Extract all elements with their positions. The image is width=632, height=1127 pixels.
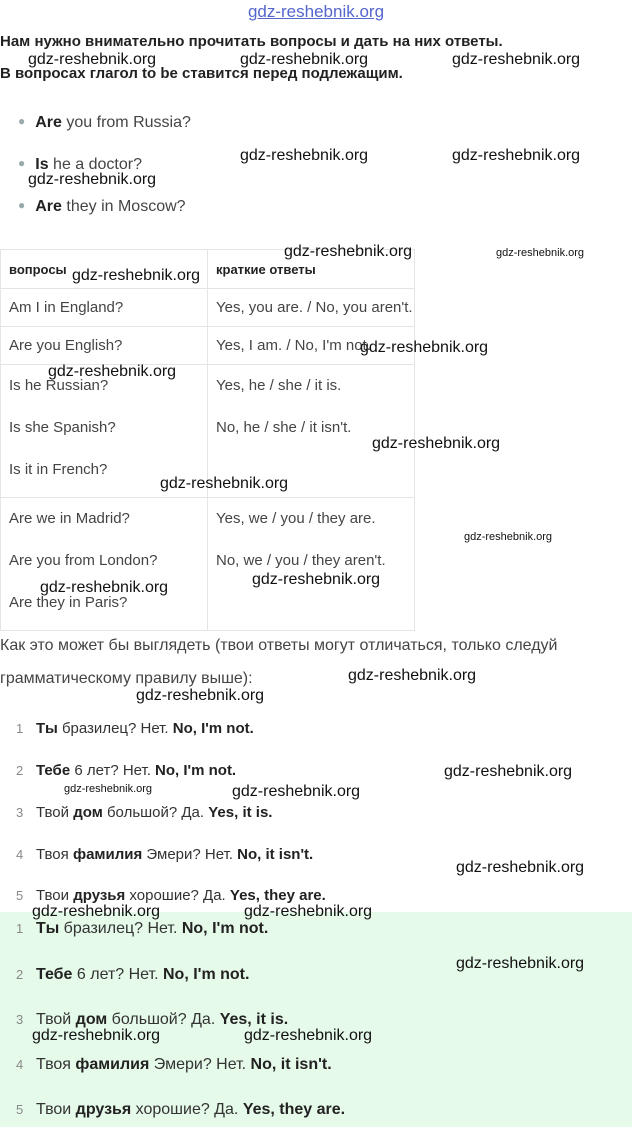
answer-text-bold: No, I'm not. [172, 720, 254, 737]
watermark-text: gdz-reshebnik.org [136, 687, 265, 704]
watermark-text: gdz-reshebnik.org [32, 1027, 161, 1044]
answer-number: 5 [16, 888, 24, 903]
watermark-text: gdz-reshebnik.org [360, 339, 489, 356]
question-line: Are we in Madrid? [9, 510, 130, 527]
answer-text: Твоя [36, 846, 73, 863]
watermark-text: gdz-reshebnik.org [252, 571, 381, 588]
watermark-text: gdz-reshebnik.org [28, 171, 157, 188]
answer-number: 4 [16, 847, 24, 862]
site-title-link[interactable]: gdz-reshebnik.org [247, 2, 385, 21]
answer-text-bold: Yes, it is. [208, 804, 273, 821]
answer-line: No, we / you / they aren't. [216, 552, 386, 569]
intro-line-2: В вопросах глагол to be ставится перед подлежащим. [0, 65, 403, 82]
answer-text-bold: No, it isn't. [237, 846, 314, 863]
answer-text: Твоя [36, 1056, 76, 1073]
question-line: Is she Spanish? [9, 419, 116, 436]
watermark-text: gdz-reshebnik.org [444, 763, 573, 780]
bullet-text: they in Moscow? [61, 198, 186, 215]
answer-text: большой? Да. [102, 804, 209, 821]
watermark-text: gdz-reshebnik.org [32, 903, 161, 920]
watermark-text: gdz-reshebnik.org [160, 475, 289, 492]
watermark-text: gdz-reshebnik.org [372, 435, 501, 452]
answer-text: Твои [36, 887, 74, 904]
answer-text-bold: фамилия [75, 1056, 150, 1073]
answer-text: Твой [36, 804, 74, 821]
answer-text-bold: No, it isn't. [250, 1056, 332, 1073]
question-line: Are they in Paris? [9, 594, 128, 611]
table-cell-question: Are you English? [1, 327, 208, 365]
watermark-text: gdz-reshebnik.org [240, 147, 369, 164]
answer-number: 3 [16, 1012, 24, 1027]
answer-number: 1 [16, 721, 24, 736]
answer-text-bold: Тебе [36, 966, 73, 983]
table-header-questions: вопросы [1, 250, 208, 289]
answer-text-bold: No, I'm not. [155, 762, 237, 779]
answer-text-bold: дом [75, 1011, 108, 1028]
answer-text-bold: Ты [36, 920, 60, 937]
answer-text: хорошие? Да. [131, 1101, 243, 1118]
bullet-text: he a doctor? [48, 156, 142, 173]
answer-text-bold: Yes, they are. [242, 1101, 346, 1118]
answer-item [16, 1056, 332, 1074]
answer-text-bold: Yes, it is. [219, 1011, 289, 1028]
table-row [1, 498, 415, 631]
table-header-answers: краткие ответы [208, 250, 415, 289]
watermark-text: gdz-reshebnik.org [64, 783, 153, 795]
watermark-text: gdz-reshebnik.org [452, 147, 581, 164]
answer-number: 1 [16, 921, 24, 936]
watermark-text: gdz-reshebnik.org [348, 667, 477, 684]
watermark-text: gdz-reshebnik.org [496, 247, 585, 259]
question-line: Is he Russian? [9, 377, 109, 394]
answer-line: Yes, we / you / they are. [216, 510, 376, 527]
answer-item [16, 966, 249, 984]
answer-text: 6 лет? Нет. [70, 762, 156, 779]
answer-text: Эмери? Нет. [149, 1056, 251, 1073]
answer-line: No, he / she / it isn't. [216, 419, 352, 436]
watermark-text: gdz-reshebnik.org [28, 51, 157, 68]
answer-number: 2 [16, 967, 24, 982]
watermark-text: gdz-reshebnik.org [456, 955, 585, 972]
watermark-text: gdz-reshebnik.org [452, 51, 581, 68]
watermark-text: gdz-reshebnik.org [456, 859, 585, 876]
answer-item [16, 762, 236, 779]
answer-text-bold: друзья [75, 1101, 132, 1118]
answer-number: 2 [16, 763, 24, 778]
table-cell-answer [208, 498, 415, 631]
bullet-dot-icon: ● [18, 114, 26, 128]
watermark-text: gdz-reshebnik.org [240, 51, 369, 68]
explanation-line-1: Как это может бы выглядеть (твои ответы могут отличаться, только следуй [0, 637, 558, 654]
watermark-text: gdz-reshebnik.org [48, 363, 177, 380]
answer-text: Твои [36, 1101, 76, 1118]
table-cell-question: Am I in England? [1, 289, 208, 327]
answer-item [16, 720, 254, 737]
answer-text: бразилец? Нет. [57, 720, 173, 737]
explanation-line-2: грамматическому правилу выше): [0, 670, 253, 687]
answer-item [16, 1101, 345, 1119]
table-cell-question [1, 498, 208, 631]
bullet-dot-icon: ● [18, 156, 26, 170]
answer-text: Твой [36, 1011, 76, 1028]
answer-text-bold: Yes, they are. [229, 887, 326, 904]
answer-number: 5 [16, 1102, 24, 1117]
question-line: Are you from London? [9, 552, 158, 569]
answer-text-bold: Ты [36, 720, 58, 737]
watermark-text: gdz-reshebnik.org [244, 903, 373, 920]
intro-line-1: Нам нужно внимательно прочитать вопросы и дать на них ответы. [0, 33, 503, 50]
table-row [1, 327, 415, 365]
answer-text: хорошие? Да. [125, 887, 230, 904]
answer-text: большой? Да. [107, 1011, 220, 1028]
answer-item [16, 846, 313, 863]
answer-item [16, 887, 326, 904]
answer-text: бразилец? Нет. [59, 920, 182, 937]
table-row [1, 289, 415, 327]
answer-number: 4 [16, 1057, 24, 1072]
answer-line: Yes, he / she / it is. [216, 377, 342, 394]
table-cell-answer: Yes, I am. / No, I'm not. [208, 327, 415, 365]
bullet-item [18, 114, 191, 132]
watermark-text: gdz-reshebnik.org [72, 267, 201, 284]
answer-text-bold: дом [73, 804, 103, 821]
bullet-dot-icon: ● [18, 198, 26, 212]
bullet-verb: Is [35, 156, 49, 173]
table-cell-answer: Yes, you are. / No, you aren't. [208, 289, 415, 327]
answer-text: Эмери? Нет. [142, 846, 238, 863]
bullet-text: you from Russia? [61, 114, 191, 131]
watermark-text: gdz-reshebnik.org [40, 579, 169, 596]
bullet-item [18, 198, 186, 216]
answer-text-bold: No, I'm not. [162, 966, 250, 983]
answer-text-bold: No, I'm not. [181, 920, 269, 937]
watermark-text: gdz-reshebnik.org [464, 531, 553, 543]
bullet-verb: Are [35, 198, 62, 215]
answer-text-bold: Тебе [36, 762, 71, 779]
watermark-text: gdz-reshebnik.org [284, 243, 413, 260]
answer-text: 6 лет? Нет. [72, 966, 163, 983]
answer-text-bold: друзья [73, 887, 126, 904]
answer-item [16, 920, 268, 938]
bullet-verb: Are [35, 114, 62, 131]
watermark-text: gdz-reshebnik.org [232, 783, 361, 800]
question-line: Is it in French? [9, 461, 108, 478]
watermark-text: gdz-reshebnik.org [244, 1027, 373, 1044]
answer-text-bold: фамилия [72, 846, 143, 863]
answer-number: 3 [16, 805, 24, 820]
answer-item [16, 804, 272, 821]
